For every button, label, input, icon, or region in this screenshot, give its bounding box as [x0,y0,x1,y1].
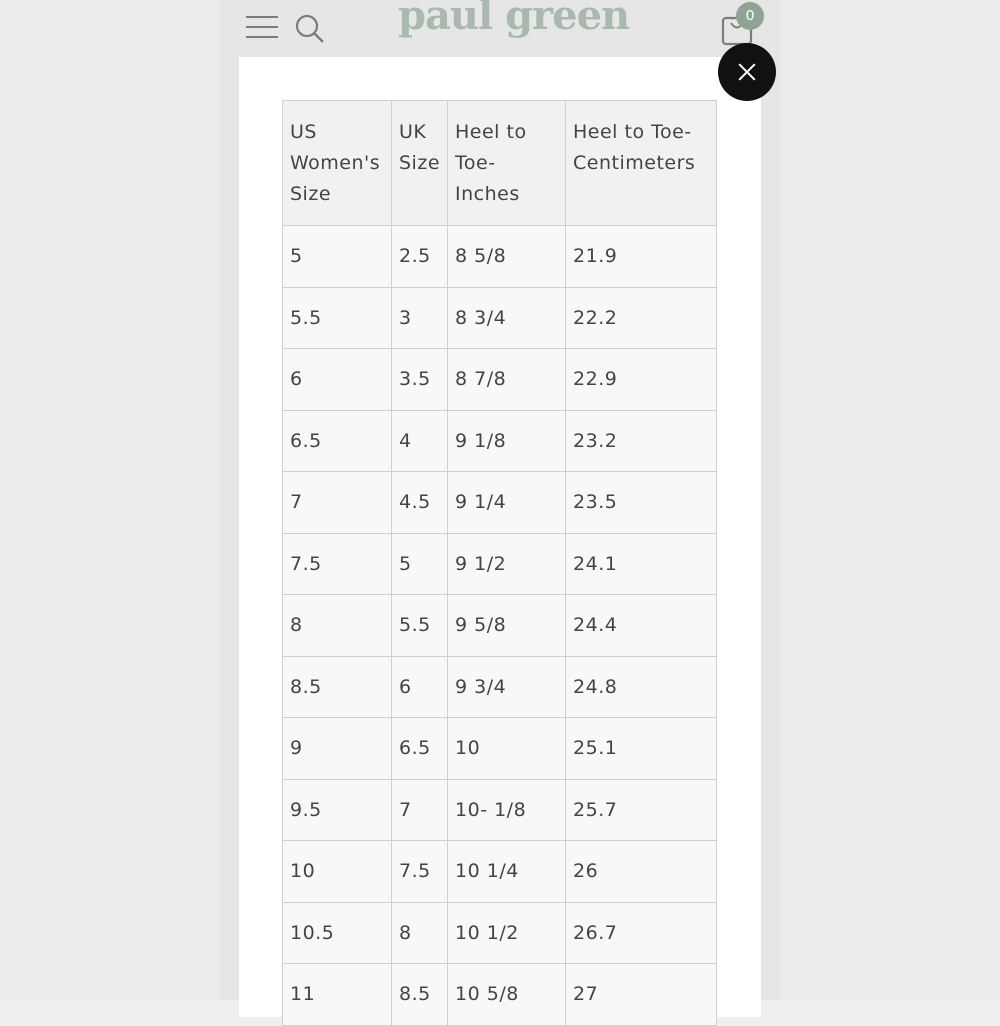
table-cell: 6 [392,656,448,718]
table-row [283,964,717,1026]
table-cell: 5.5 [283,287,392,349]
table-cell: 5 [283,226,392,288]
table-cell: 9 1/2 [448,533,566,595]
table-row [283,287,717,349]
table-row [283,595,717,657]
table-cell: 10 1/4 [448,841,566,903]
table-cell: 8 7/8 [448,349,566,411]
table-cell: 23.2 [566,410,717,472]
table-cell: 5.5 [392,595,448,657]
table-cell: 10 5/8 [448,964,566,1026]
table-cell: 8 [283,595,392,657]
table-cell: 8 [392,902,448,964]
overlay-backdrop-right[interactable] [780,0,1000,1000]
column-header: Heel to Toe- Centimeters [566,101,717,226]
table-cell: 9 3/4 [448,656,566,718]
close-modal-button[interactable] [718,43,776,101]
table-cell: 9 [283,718,392,780]
table-cell: 7.5 [283,533,392,595]
table-cell: 9 1/4 [448,472,566,534]
table-row [283,656,717,718]
table-cell: 7 [283,472,392,534]
table-cell: 3.5 [392,349,448,411]
table-cell: 2.5 [392,226,448,288]
table-header-row [283,101,717,226]
overlay-backdrop-left[interactable] [0,0,220,1000]
search-icon[interactable] [294,12,326,44]
table-cell: 4 [392,410,448,472]
table-cell: 7.5 [392,841,448,903]
table-cell: 21.9 [566,226,717,288]
site-header [220,0,780,58]
table-row [283,779,717,841]
table-cell: 9.5 [283,779,392,841]
table-cell: 8.5 [283,656,392,718]
table-cell: 22.9 [566,349,717,411]
table-row [283,349,717,411]
table-row [283,718,717,780]
table-cell: 7 [392,779,448,841]
table-cell: 27 [566,964,717,1026]
table-cell: 24.1 [566,533,717,595]
column-header: Heel to Toe- Inches [448,101,566,226]
table-cell: 26 [566,841,717,903]
table-cell: 10- 1/8 [448,779,566,841]
table-cell: 6 [283,349,392,411]
table-cell: 11 [283,964,392,1026]
table-cell: 8 5/8 [448,226,566,288]
table-cell: 24.4 [566,595,717,657]
column-header: US Women's Size [283,101,392,226]
table-row [283,841,717,903]
table-cell: 10 [448,718,566,780]
table-cell: 3 [392,287,448,349]
table-cell: 25.1 [566,718,717,780]
table-cell: 26.7 [566,902,717,964]
table-cell: 24.8 [566,656,717,718]
table-cell: 9 5/8 [448,595,566,657]
table-cell: 10.5 [283,902,392,964]
brand-logo[interactable]: paul green [398,0,630,39]
table-cell: 10 [283,841,392,903]
table-cell: 8 3/4 [448,287,566,349]
size-chart-table [282,100,717,1026]
table-cell: 25.7 [566,779,717,841]
table-cell: 5 [392,533,448,595]
cart-count-badge[interactable]: 0 [736,2,764,30]
table-cell: 6.5 [392,718,448,780]
hamburger-icon[interactable] [246,14,280,42]
table-cell: 8.5 [392,964,448,1026]
column-header: UK Size [392,101,448,226]
table-cell: 6.5 [283,410,392,472]
table-cell: 9 1/8 [448,410,566,472]
table-cell: 10 1/2 [448,902,566,964]
table-cell: 4.5 [392,472,448,534]
table-row [283,533,717,595]
table-row [283,472,717,534]
table-row [283,226,717,288]
table-row [283,410,717,472]
table-cell: 22.2 [566,287,717,349]
table-cell: 23.5 [566,472,717,534]
table-row [283,902,717,964]
